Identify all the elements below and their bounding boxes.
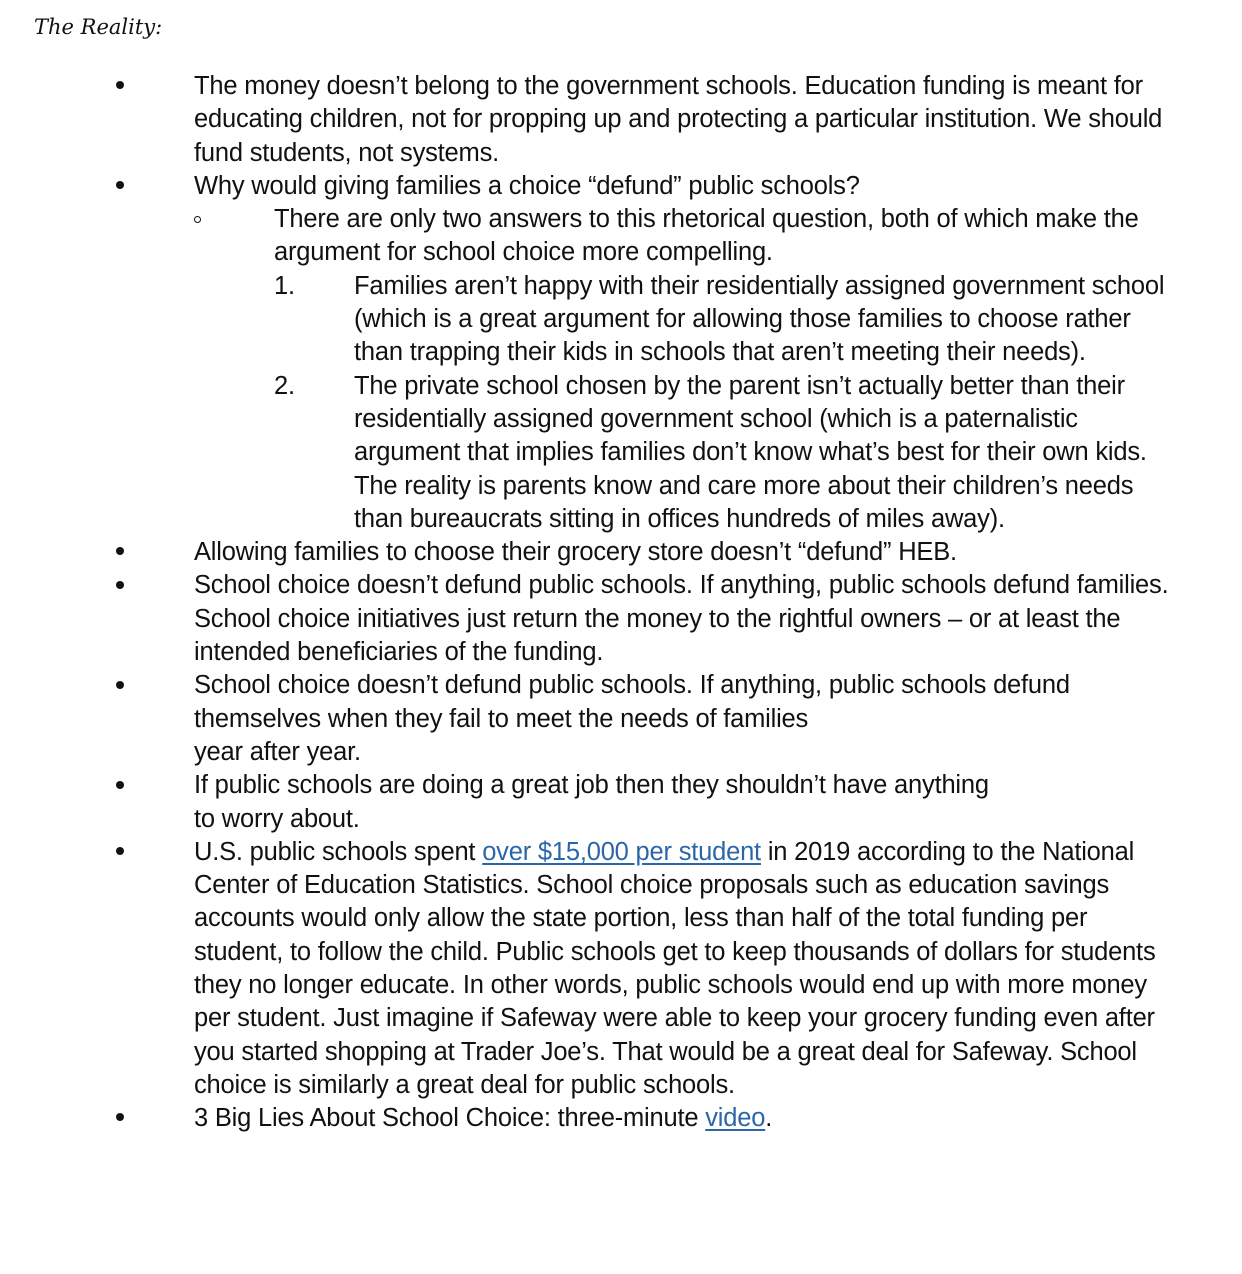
list-item-text: School choice doesn’t defund public schools. If anything, public schools defund families. School choice initiatives just return the money to the rightful owners – or at least the intended beneficiaries of the funding. (194, 571, 1169, 667)
list-item (0, 70, 1242, 170)
list-item-text: Allowing families to choose their grocery store doesn’t “defund” HEB. (194, 538, 957, 567)
numbered-item-text: Families aren’t happy with their residentially assigned government school (which is a great argument for allowing those families to choose rather than trapping their kids in schools that aren’t meeting their needs). (354, 271, 1165, 367)
sub-list-item (0, 203, 1242, 270)
bullet-icon (113, 669, 127, 702)
list-item (0, 669, 1242, 769)
list-item-period: . (765, 1104, 773, 1133)
list-item-text: 3 Big Lies About School Choice: three-minute (194, 1104, 706, 1133)
list-item-text-continued: in 2019 according to the National Center of Education Statistics. School choice proposals such as education savings accounts would only allow the state portion, less than half of the total funding per student, to follow the child. Public schools get to keep thousands of dollars for students they no longer educate. In other words, public schools would end up with more money per student. Just imagine if Safeway were able to keep your grocery funding even after you started shopping at Trader Joe’s. That would be a great deal for Safeway. School choice is similarly a great deal for public schools. (194, 837, 1156, 1099)
number-label: 1. (274, 271, 295, 300)
list-item-text: U.S. public schools spent (194, 837, 483, 866)
number-label: 2. (274, 371, 295, 400)
list-item-text-continued: year after year. (194, 737, 361, 766)
bullet-icon (113, 170, 127, 203)
list-item-text-continued: to worry about. (194, 804, 360, 833)
list-item-text: The money doesn’t belong to the government schools. Education funding is meant for educating children, not for propping up and protecting a particular institution. We should fund students, not systems. (194, 72, 1163, 167)
bullet-icon (113, 569, 127, 602)
bullet-icon (113, 70, 127, 103)
reality-list (0, 70, 1242, 1136)
list-item (0, 170, 1242, 203)
bullet-icon (113, 1102, 127, 1135)
list-item (0, 769, 1242, 836)
list-item (0, 536, 1242, 569)
bullet-icon (113, 536, 127, 569)
video-link[interactable]: video (705, 1104, 766, 1133)
numbered-item-text: The private school chosen by the parent isn’t actually better than their residentially assigned government school (which is a paternalistic argument that implies families don’t know what’s best for their own kids. The reality is parents know and care more about their children’s needs than bureaucrats sitting in offices hundreds of miles away). (354, 371, 1147, 533)
bullet-icon (113, 836, 127, 869)
hollow-bullet-icon (194, 203, 201, 236)
list-item (0, 569, 1242, 669)
numbered-item (0, 370, 1242, 536)
list-item (0, 836, 1242, 1102)
bullet-icon (113, 769, 127, 802)
per-student-spending-link[interactable]: over $15,000 per student (482, 837, 761, 866)
list-item-text: If public schools are doing a great job then they shouldn’t have anything (194, 771, 989, 800)
section-heading: The Reality: (34, 15, 163, 39)
sub-list-item-text: There are only two answers to this rhetorical question, both of which make the argument for school choice more compelling. (274, 205, 1139, 267)
list-item-text: Why would giving families a choice “defund” public schools? (194, 171, 860, 200)
numbered-item (0, 270, 1242, 370)
list-item (0, 1102, 1242, 1135)
list-item-text: School choice doesn’t defund public schools. If anything, public schools defund themselves when they fail to meet the needs of families (194, 671, 1070, 733)
